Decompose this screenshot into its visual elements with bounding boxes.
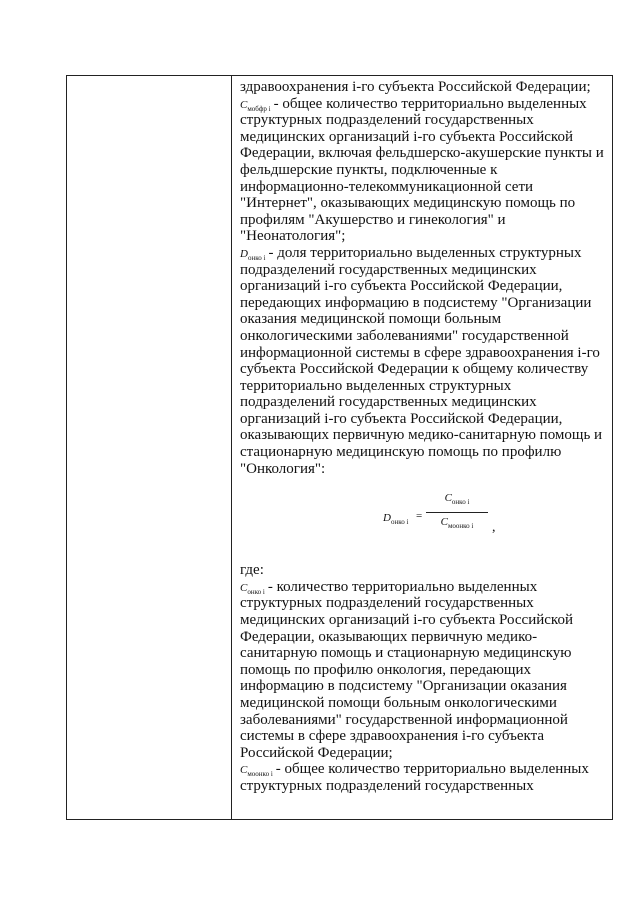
text-line: субъекта Российской Федерации к общему количеству: [240, 361, 589, 378]
text-line: передающих информацию в подсистему "Организации: [240, 294, 592, 311]
text-line: - количество территориально выделенных: [267, 578, 538, 595]
text-line: фельдшерские пункты, подключенные к: [240, 161, 498, 178]
text-line: медицинских организаций i-го субъекта Российской: [240, 128, 573, 145]
column-divider: [231, 76, 232, 819]
text-line: территориально выделенных структурных: [240, 377, 512, 394]
text-line: оказывающих первичную медико-санитарную помощь и: [240, 427, 603, 444]
text-line: здравоохранения i-го субъекта Российской Федерации;: [240, 79, 591, 95]
text-line: подразделений государственных медицинских: [240, 394, 537, 411]
where-label: где:: [240, 562, 264, 579]
text-line: информационной системы в сфере здравоохранения i-го: [240, 344, 600, 361]
text-line: структурных подразделений государственных: [240, 595, 534, 612]
formula-comma: ,: [492, 520, 496, 536]
symbol-c-onko: $C_{онко i}$: [240, 581, 265, 597]
document-table: [66, 75, 613, 820]
formula: [240, 482, 610, 552]
formula-equals: =: [416, 510, 423, 523]
symbol-c-mobfr: $C_{мобфр i}$: [240, 98, 271, 113]
definition-d-onko: [240, 245, 610, 477]
definition-moonko: [240, 761, 610, 794]
text-line: медицинских организаций i-го субъекта Российской: [240, 612, 573, 629]
text-line: помощь по профилю онкология, передающих: [240, 661, 532, 678]
text-line: - доля территориально выделенных структурных: [268, 244, 582, 261]
text-line: санитарную помощь и стационарную медицинскую: [240, 645, 572, 662]
formula-fraction: [426, 490, 488, 535]
symbol-d-onko: $D_{онко i}$: [240, 247, 266, 263]
text-line: Федерации, оказывающих первичную медико-: [240, 628, 538, 645]
definition-mobfr: [240, 96, 610, 245]
text-line: структурных подразделений государственных: [240, 777, 534, 794]
text-line: "Онкология":: [240, 460, 326, 477]
text-line: онкологическими заболеваниями" государственной: [240, 327, 569, 344]
text-line: структурных подразделений государственных: [240, 112, 534, 129]
text-line: - общее количество территориально выделенных: [273, 95, 587, 112]
formula-lhs: $D_{онко i}$: [383, 512, 409, 527]
symbol-c-moonko: $C_{моонко i}$: [240, 764, 273, 779]
text-line: организаций i-го субъекта Российской Федерации,: [240, 278, 563, 295]
text-line: заболеваниями" государственной информационной: [240, 711, 568, 728]
formula-denominator: $C_{моонко i}$: [440, 516, 474, 531]
text-line: профилям "Акушерство и гинекология" и: [240, 211, 506, 228]
definition-c-onko: [240, 579, 610, 762]
text-line: Федерации, включая фельдшерско-акушерские пункты и: [240, 145, 604, 162]
definitions-cell: [240, 79, 610, 795]
text-line: медицинской помощи больным онкологическими: [240, 695, 557, 711]
text-line: подразделений государственных медицинских: [240, 261, 537, 278]
text-line: "Неонатология";: [240, 228, 346, 245]
text-line: информацию в подсистему "Организации оказания: [240, 678, 567, 695]
formula-numerator: $C_{онко i}$: [426, 490, 488, 513]
text-line: - общее количество территориально выделенных: [275, 761, 589, 778]
text-line: "Интернет", оказывающих медицинскую помощь по: [240, 195, 576, 212]
text-line: организаций i-го субъекта Российской Федерации,: [240, 410, 563, 427]
text-line: информационно-телекоммуникационной сети: [240, 178, 534, 195]
text-line: оказания медицинской помощи больным: [240, 311, 502, 328]
text-line: системы в сфере здравоохранения i-го субъекта: [240, 728, 545, 745]
text-line: Российской Федерации;: [240, 744, 393, 761]
text-line: стационарную медицинскую помощь по профилю: [240, 444, 562, 461]
